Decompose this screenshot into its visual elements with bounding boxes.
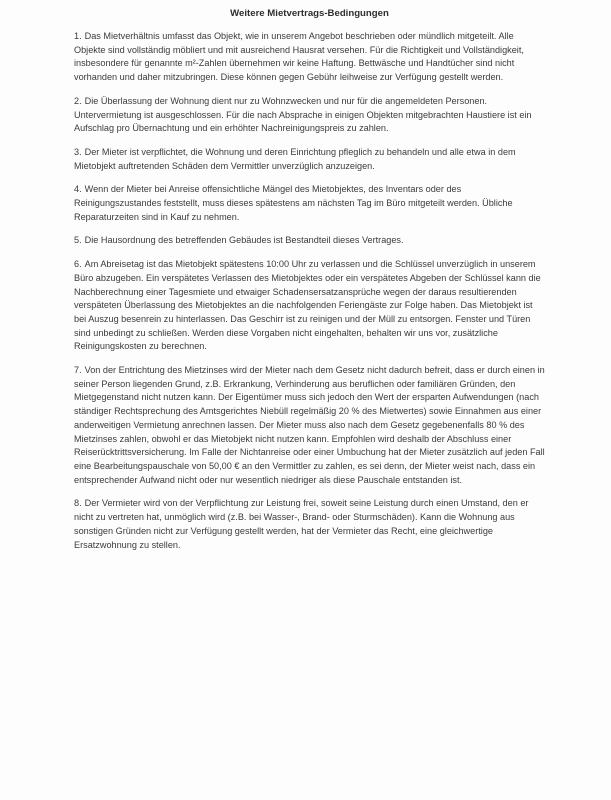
clause-number: 8. — [74, 498, 82, 509]
clause-2 — [74, 95, 545, 136]
clause-text: Der Mieter ist verpflichtet, die Wohnung und deren Einrichtung pfleglich zu behandeln und alle etwa in dem Mietobjekt auftretenden Schäden dem Vermittler unverzüglich anzuzeigen. — [74, 146, 516, 171]
clause-number: 3. — [74, 146, 82, 157]
clause-4 — [74, 183, 545, 224]
clause-text: Die Überlassung der Wohnung dient nur zu Wohnzwecken und nur für die angemeldeten Personen. Untervermietung ist ausgeschlossen. Für die nach Absprache in einigen Objekten mitgebrachten Haustiere ist ein Aufschlag pro Übernachtung und ein erhöhter Nachreinigungspreis zu zahlen. — [74, 95, 532, 134]
clause-text: Das Mietverhältnis umfasst das Objekt, wie in unserem Angebot beschrieben oder mündlich mitgeteilt. Alle Objekte sind vollständig möbliert und mit ausreichend Hausrat versehen. Für die Richtigkeit und Vollständigkeit, insbesondere für genannte m²-Zahlen übernehmen wir keine Haftung. Bettwäsche und Handtücher sind nicht vorhanden und daher mitzubringen. Diese können gegen Gebühr leihweise zur Verfügung gestellt werden. — [74, 31, 524, 83]
clause-1 — [74, 30, 545, 85]
clause-number: 2. — [74, 95, 82, 106]
clause-7 — [74, 364, 545, 487]
clause-number: 6. — [74, 259, 82, 270]
clause-text: Der Vermieter wird von der Verpflichtung zur Leistung frei, soweit seine Leistung durch einen Umstand, den er nicht zu vertreten hat, unmöglich wird (z.B. bei Wasser-, Brand- oder Sturmschäden). Kann die Wohnung aus sonstigen Gründen nicht zur Verfügung gestellt werden, hat der Vermieter das Recht, eine gleichwertige Ersatzwohnung zu stellen. — [74, 498, 529, 550]
clause-text: Am Abreisetag ist das Mietobjekt spätestens 10:00 Uhr zu verlassen und die Schlüssel unverzüglich in unserem Büro abzugeben. Ein verspätetes Verlassen des Mietobjektes oder ein verspätetes Abgeben der Schlüssel kann die Nachberechnung einer Tagesmiete und etwaiger Schadensersatzansprüche wegen der daraus resultierenden verspäteten Überlassung des Mietobjektes an die nachfolgenden Feriengäste zur Folge haben. Das Mietobjekt ist bei Auszug besenrein zu hinterlassen. Das Geschirr ist zu reinigen und der Müll zu entsorgen. Fenster und Türen sind unbedingt zu schließen. Werden diese Vorgaben nicht eingehalten, behalten wir uns vor, zusätzliche Reinigungskosten zu berechnen. — [74, 259, 541, 352]
clause-6 — [74, 258, 545, 354]
clause-number: 7. — [74, 365, 82, 376]
document-title: Weitere Mietvertrags-Bedingungen — [230, 8, 389, 19]
clause-text: Von der Entrichtung des Mietzinses wird der Mieter nach dem Gesetz nicht dadurch befreit, dass er durch einen in seiner Person liegenden Grund, z.B. Erkrankung, Verhinderung aus beruflichen oder familiären Gründen, den Mietgegenstand nicht nutzen kann. Der Eigentümer muss sich jedoch den Wert der ersparten Aufwendungen (nach ständiger Rechtsprechung des Amtsgerichtes Niebüll regelmäßig 20 % des Mietwertes) sowie Einnahmen aus einer anderweitigen Vermietung anrechnen lassen. Der Mieter muss also nach dem Gesetz gegebenenfalls 80 % des Mietzinses zahlen, obwohl er das Mietobjekt nicht nutzen kann. Empfohlen wird deshalb der Abschluss einer Reiserücktrittsversicherung. Im Falle der Nichtanreise oder einer Umbuchung hat der Mieter zusätzlich auf jeden Fall eine Bearbeitungspauschale von 50,00 € an den Vermittler zu zahlen, es sei denn, der Mieter weist nach, dass ein entsprechender Aufwand nicht oder nur wesentlich niedriger als diese Pauschale entstanden ist. — [74, 365, 545, 485]
clause-text: Die Hausordnung des betreffenden Gebäudes ist Bestandteil dieses Vertrages. — [84, 235, 404, 246]
clause-number: 5. — [74, 235, 82, 246]
clause-number: 4. — [74, 184, 82, 195]
clause-3 — [74, 146, 545, 173]
clause-text: Wenn der Mieter bei Anreise offensichtliche Mängel des Mietobjektes, des Inventars oder des Reinigungszustandes feststellt, muss dieses spätestens am nächsten Tag im Büro mitgeteilt werden. Übliche Reparaturzeiten sind in Kauf zu nehmen. — [74, 184, 513, 222]
clause-8 — [74, 497, 545, 552]
clause-number: 1. — [74, 31, 82, 41]
clause-5 — [74, 234, 545, 248]
